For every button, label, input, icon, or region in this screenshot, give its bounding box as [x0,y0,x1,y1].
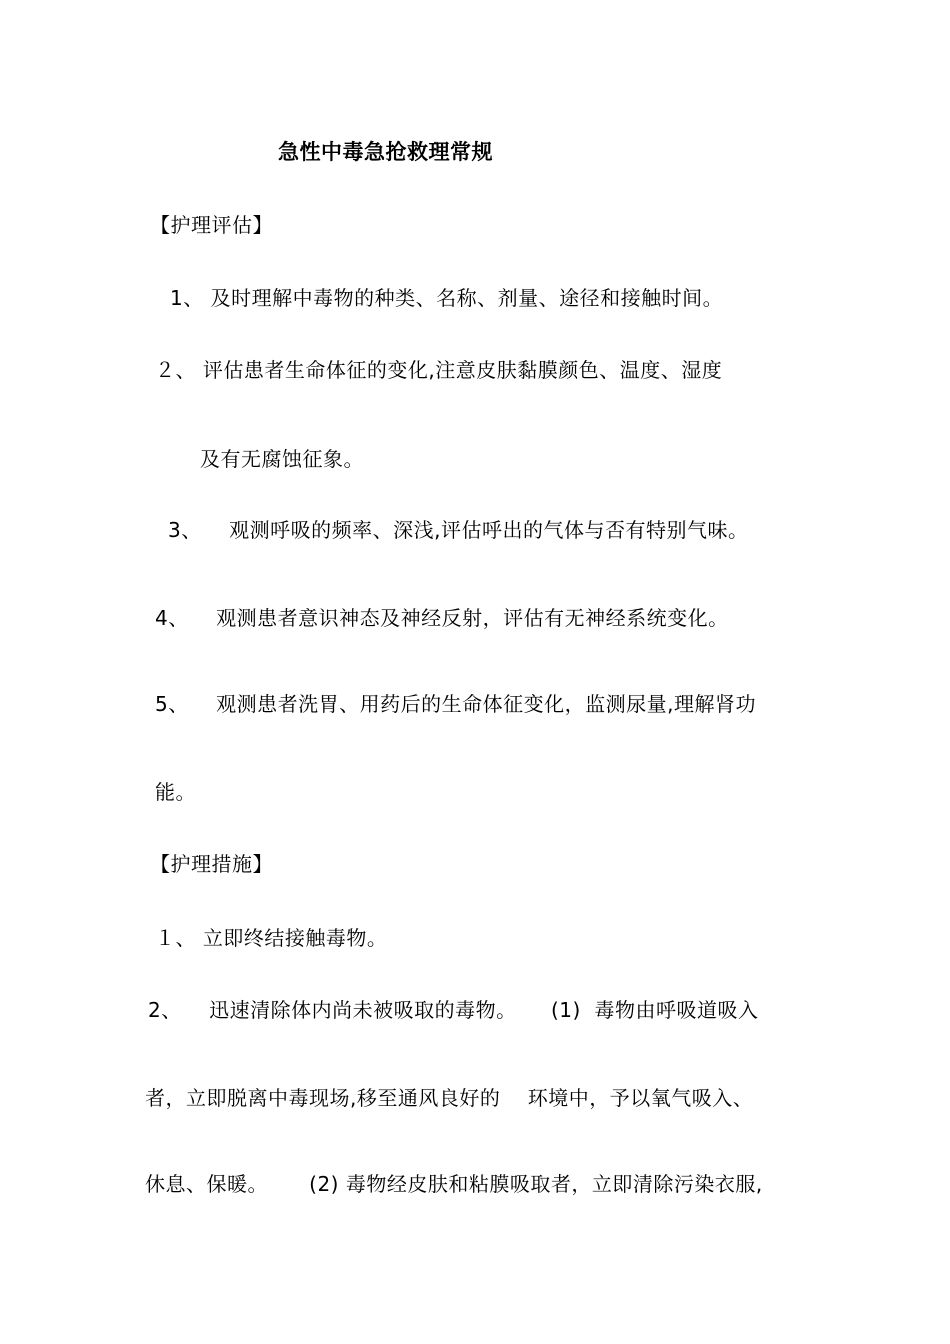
section-heading-assessment: 【护理评估】 [150,213,273,237]
assessment-line-1: 1、 及时理解中毒物的种类、名称、剂量、途径和接触时间。 [170,286,724,310]
page-title: 急性中毒急抢救理常规 [278,140,493,164]
assessment-line-2: ２、 评估患者生命体征的变化,注意皮肤黏膜颜色、温度、湿度 [155,358,723,382]
measures-line-1: １、 立即终结接触毒物。 [155,926,388,950]
measures-line-2: 2、 迅速清除体内尚未被吸取的毒物。 (1) 毒物由呼吸道吸入 [148,998,759,1022]
section-heading-measures: 【护理措施】 [150,852,273,876]
assessment-line-3: 3、 观测呼吸的频率、深浅,评估呼出的气体与否有特别气味。 [168,518,749,542]
assessment-line-5-cont: 能。 [155,780,196,804]
assessment-line-4: 4、 观测患者意识神态及神经反射，评估有无神经系统变化。 [155,606,729,630]
assessment-line-5: 5、 观测患者洗胃、用药后的生命体征变化，监测尿量,理解肾功 [155,692,757,716]
assessment-line-2-cont: 及有无腐蚀征象。 [200,447,364,471]
measures-line-2-cont: 者，立即脱离中毒现场,移至通风良好的 环境中，予以氧气吸入、 [145,1086,754,1110]
measures-line-2-cont-2: 休息、保暖。 (2) 毒物经皮肤和粘膜吸取者，立即清除污染衣服, [145,1172,763,1196]
